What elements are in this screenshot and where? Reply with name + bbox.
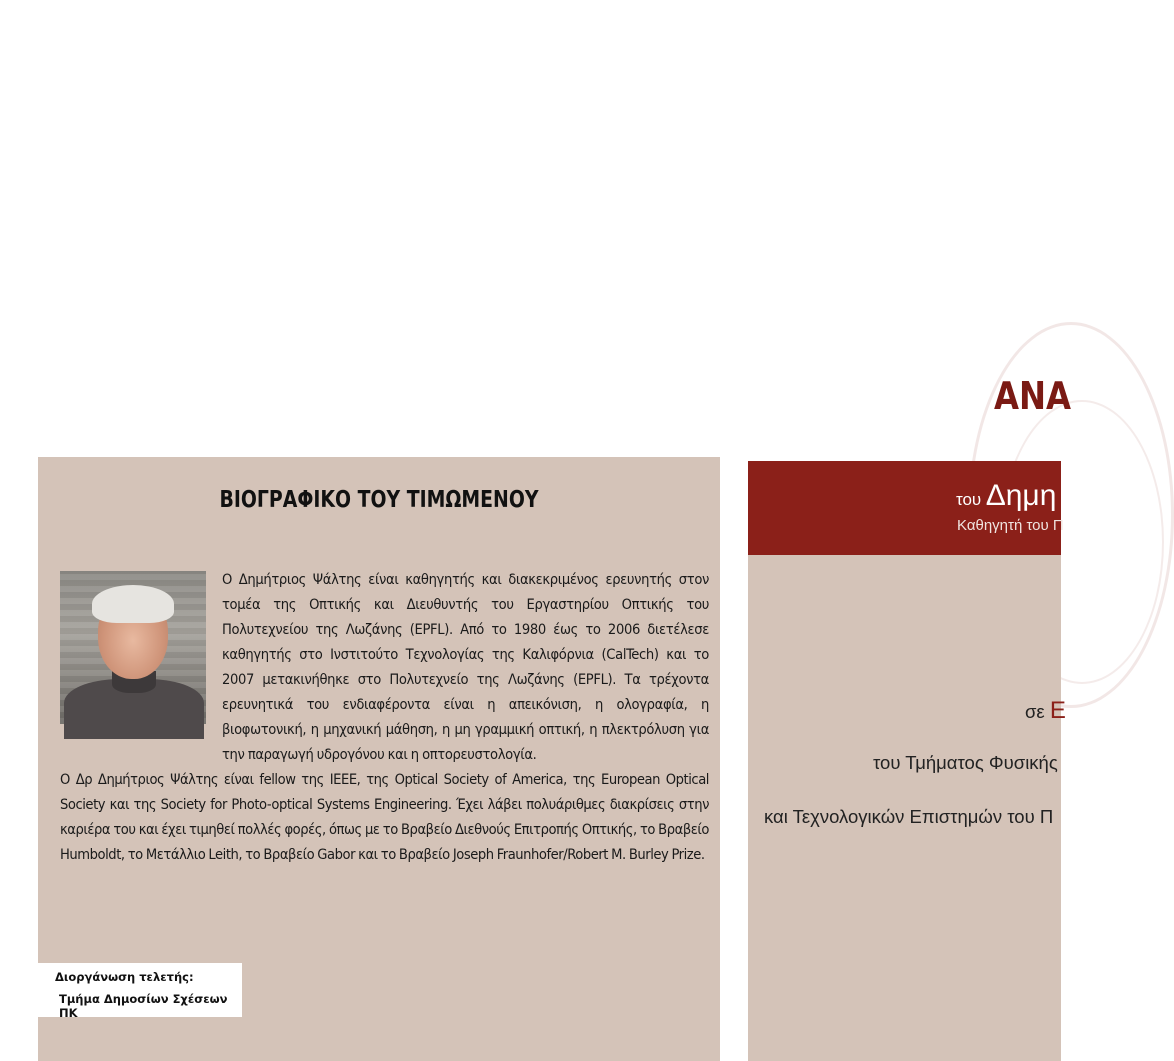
department-line: του Τμήματος Φυσικής: [873, 752, 1058, 773]
biography-paragraph-2: Ο Δρ Δημήτριος Ψάλτης είναι fellow της IEEE, της Optical Society of America, της European Optical Society και της Society for Photo-optical Systems Engineering. Έχει λάβει πολυάριθμες διακρίσεις στην καριέρα του και έχει τιμηθεί πολλές φορές, όπως με το Βραβείο Διεθνούς Επιτροπής Οπτικής, το Βραβείο Humboldt, το Μετάλλιο Leith, το Βραβείο Gabor και το Βραβείο Joseph Fraunhofer/Robert M. Burley Prize.: [60, 771, 709, 863]
honoree-prefix: του: [956, 490, 982, 509]
biography-paragraph-1: Ο Δημήτριος Ψάλτης είναι καθηγητής και διακεκριμένος ερευνητής στον τομέα της Οπτικής και Διευθυντής του Εργαστηρίου Οπτικής του Πολυτεχνείου της Λωζάνης (EPFL). Από το 1980 έως το 2006 διετέλεσε καθηγητής στο Ινστιτούτο Τεχνολογίας της Καλιφόρνια (CalTech) και το 2007 μετακινήθηκε στο Πολυτεχνείο της Λωζάνης (EPFL). Τα τρέχοντα ερευνητικά του ενδιαφέροντα είναι η απεικόνιση, η ολογραφία, η βιοφωτονική, η μηχανική μάθηση, η μη γραμμική οπτική, η πλεκτρόλυση για την παραγωγή υδρογόνου και η οπτορευστολογία.: [222, 571, 709, 763]
honor-title: Ε: [1049, 697, 1066, 724]
organizer-box: [38, 963, 242, 1020]
ceremony-title: ΑΝΑ: [994, 374, 1072, 418]
honoree-name-line: [956, 479, 1056, 513]
honor-prefix: σε: [1025, 701, 1045, 722]
photo-spacer: [60, 567, 222, 767]
honor-title-line: [1025, 697, 1066, 725]
school-line: και Τεχνολογικών Επιστημών του Π: [764, 806, 1054, 827]
honoree-name-band: [748, 461, 1064, 555]
honoree-name: Δημη: [985, 479, 1057, 512]
biography-title: ΒΙΟΓΡΑΦΙΚΟ ΤΟΥ ΤΙΜΩΜΕΝΟΥ: [219, 487, 539, 513]
organizer-name: Τμήμα Δημοσίων Σχέσεων ΠΚ: [59, 992, 228, 1020]
biography-text: [60, 567, 709, 867]
honoree-subtitle: Καθηγητή του Π: [957, 517, 1064, 534]
organizer-label: Διοργάνωση τελετής:: [55, 970, 194, 984]
